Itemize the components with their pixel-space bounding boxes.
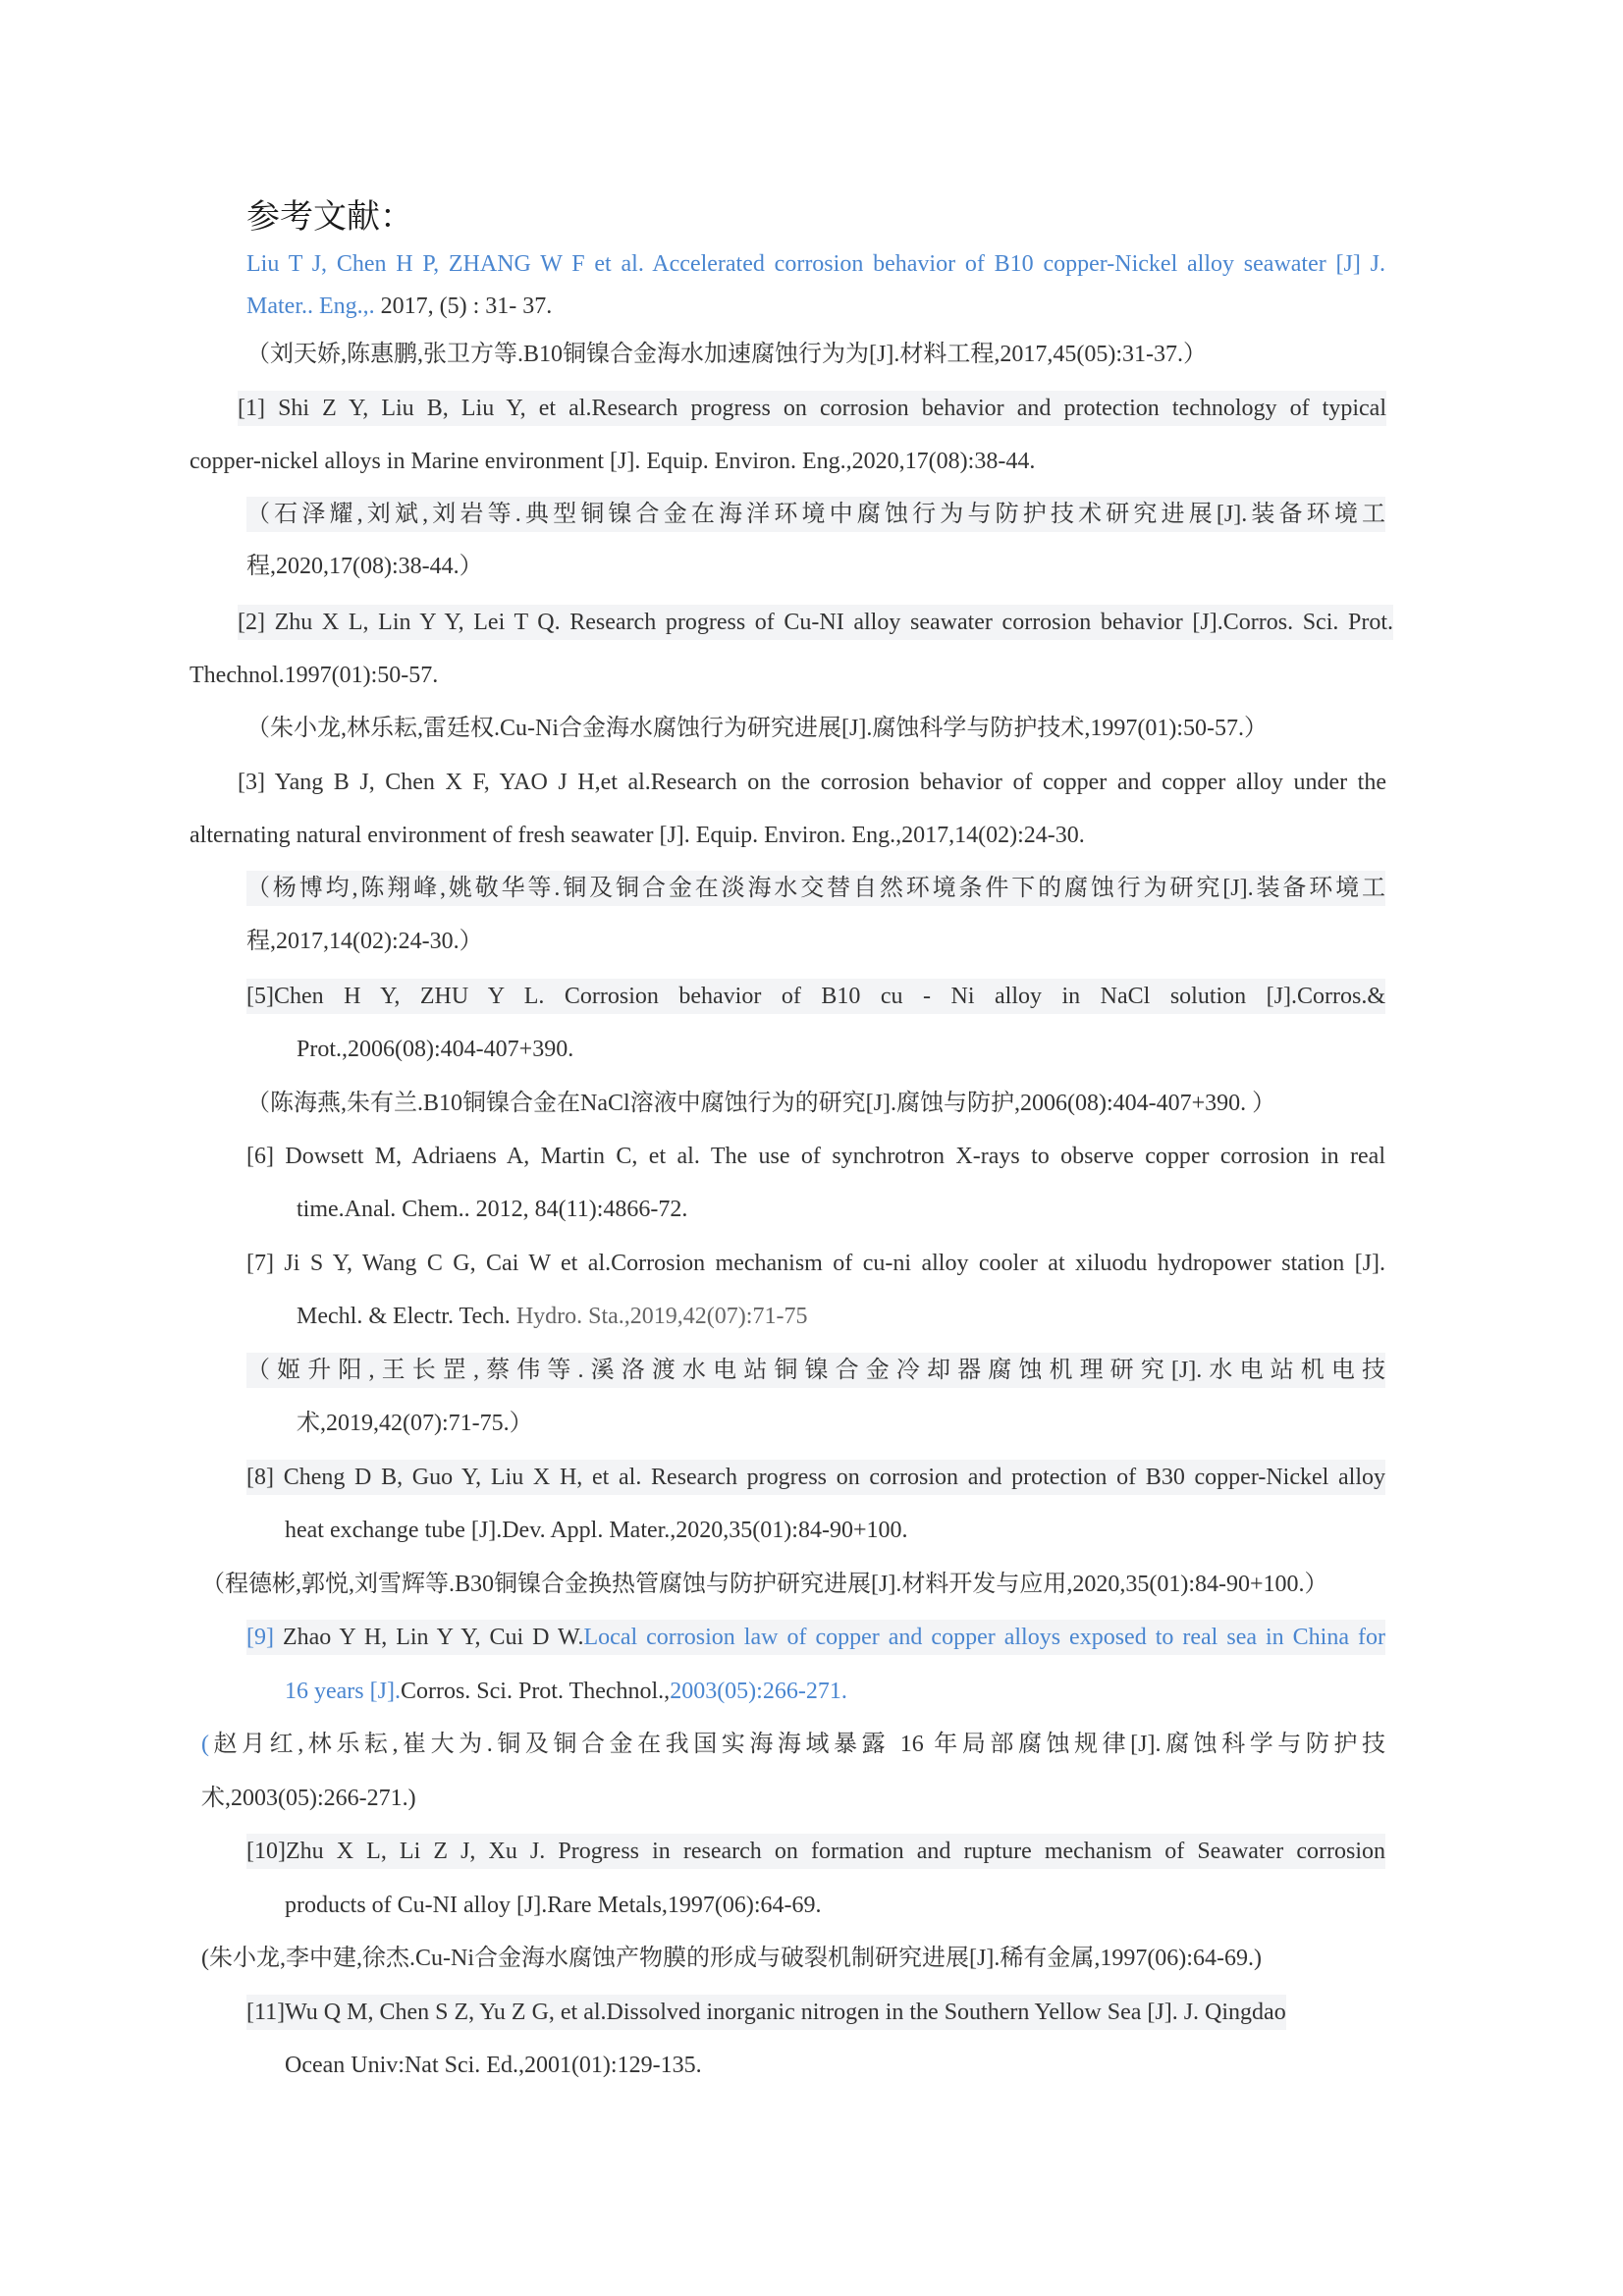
- ref-3-line-1: [3] Yang B J, Chen X F, YAO J H,et al.Research on the corrosion behavior of copper and copper alloy under the: [238, 770, 1386, 795]
- ref-10-line-2: products of Cu-NI alloy [J].Rare Metals,1997(06):64-69.: [285, 1893, 822, 1918]
- ref-9-line-2: 16 years [J].Corros. Sci. Prot. Thechnol.,2003(05):266-271.: [285, 1679, 847, 1704]
- ref-0-line-1: Liu T J, Chen H P, ZHANG W F et al. Accelerated corrosion behavior of B10 copper-Nickel alloy seawater [J] J.: [246, 251, 1385, 277]
- ref-10-line-1: [10]Zhu X L, Li Z J, Xu J. Progress in research on formation and rupture mechanism of Seawater corrosion: [246, 1834, 1385, 1869]
- ref-9-line-1: [9] Zhao Y H, Lin Y Y, Cui D W.Local corrosion law of copper and copper alloys exposed to real sea in China for: [246, 1620, 1385, 1655]
- ref-1-cn-2: 程,2020,17(08):38-44.）: [246, 554, 483, 579]
- ref-7-line-1: [7] Ji S Y, Wang C G, Cai W et al.Corrosion mechanism of cu-ni alloy cooler at xiluodu hydropower station [J].: [246, 1251, 1385, 1276]
- ref-3-line-2: alternating natural environment of fresh seawater [J]. Equip. Environ. Eng.,2017,14(02):24-30.: [189, 823, 1085, 848]
- ref-9-cn-1: (赵月红,林乐耘,崔大为.铜及铜合金在我国实海海域暴露 16 年局部腐蚀规律[J].腐蚀科学与防护技: [201, 1732, 1385, 1757]
- ref-2-cn: （朱小龙,林乐耘,雷廷权.Cu-Ni合金海水腐蚀行为研究进展[J].腐蚀科学与防护技术,1997(01):50-57.）: [246, 716, 1268, 741]
- ref-3-cn-2: 程,2017,14(02):24-30.）: [246, 929, 483, 954]
- ref-5-cn: （陈海燕,朱有兰.B10铜镍合金在NaCl溶液中腐蚀行为的研究[J].腐蚀与防护,2006(08):404-407+390. ）: [246, 1091, 1276, 1116]
- references-heading: 参考文献：: [246, 199, 413, 236]
- ref-8-line-2: heat exchange tube [J].Dev. Appl. Mater.,2020,35(01):84-90+100.: [285, 1518, 908, 1543]
- ref-3-cn-1: （杨博均,陈翔峰,姚敬华等.铜及铜合金在淡海水交替自然环境条件下的腐蚀行为研究[J].装备环境工: [246, 871, 1385, 906]
- ref-7-line-2: Mechl. & Electr. Tech. Hydro. Sta.,2019,42(07):71-75: [297, 1304, 808, 1329]
- ref-6-line-2: time.Anal. Chem.. 2012, 84(11):4866-72.: [297, 1197, 688, 1222]
- ref-11-line-2: Ocean Univ:Nat Sci. Ed.,2001(01):129-135.: [285, 2053, 702, 2078]
- ref-2-line-2: Thechnol.1997(01):50-57.: [189, 663, 439, 688]
- ref-5-line-1: [5]Chen H Y, ZHU Y L. Corrosion behavior of B10 cu - Ni alloy in NaCl solution [J].Corros.&: [246, 979, 1385, 1014]
- ref-7-cn-1: （姬升阳,王长罡,蔡伟等.溪洛渡水电站铜镍合金冷却器腐蚀机理研究[J].水电站机电技: [246, 1353, 1385, 1388]
- ref-7-cn-2: 术,2019,42(07):71-75.）: [297, 1411, 533, 1436]
- ref-11-line-1: [11]Wu Q M, Chen S Z, Yu Z G, et al.Dissolved inorganic nitrogen in the Southern Yellow Sea [J]. J. Qingdao: [246, 1995, 1286, 2030]
- ref-0-cn: （刘天娇,陈惠鹏,张卫方等.B10铜镍合金海水加速腐蚀行为为[J].材料工程,2017,45(05):31-37.）: [246, 342, 1207, 367]
- ref-8-cn: （程德彬,郭悦,刘雪辉等.B30铜镍合金换热管腐蚀与防护研究进展[J].材料开发与应用,2020,35(01):84-90+100.）: [201, 1572, 1328, 1597]
- ref-5-line-2: Prot.,2006(08):404-407+390.: [297, 1037, 574, 1062]
- ref-1-cn-1: （石泽耀,刘斌,刘岩等.典型铜镍合金在海洋环境中腐蚀行为与防护技术研究进展[J].装备环境工: [246, 497, 1385, 532]
- ref-1-line-2: copper-nickel alloys in Marine environment [J]. Equip. Environ. Eng.,2020,17(08):38-44.: [189, 449, 1036, 474]
- ref-2-line-1: [2] Zhu X L, Lin Y Y, Lei T Q. Research progress of Cu-NI alloy seawater corrosion behavior [J].Corros. Sci. Prot.: [238, 605, 1393, 640]
- ref-10-cn: (朱小龙,李中建,徐杰.Cu-Ni合金海水腐蚀产物膜的形成与破裂机制研究进展[J].稀有金属,1997(06):64-69.): [201, 1946, 1262, 1971]
- ref-6-line-1: [6] Dowsett M, Adriaens A, Martin C, et al. The use of synchrotron X-rays to observe copper corrosion in real: [246, 1144, 1385, 1169]
- ref-0-line-2: Mater.. Eng.,. 2017, (5) : 31- 37.: [246, 294, 553, 319]
- ref-8-line-1: [8] Cheng D B, Guo Y, Liu X H, et al. Research progress on corrosion and protection of B30 copper-Nickel alloy: [246, 1460, 1385, 1495]
- ref-1-line-1: [1] Shi Z Y, Liu B, Liu Y, et al.Research progress on corrosion behavior and protection technology of typical: [238, 391, 1386, 426]
- ref-9-cn-2: 术,2003(05):266-271.): [201, 1786, 416, 1811]
